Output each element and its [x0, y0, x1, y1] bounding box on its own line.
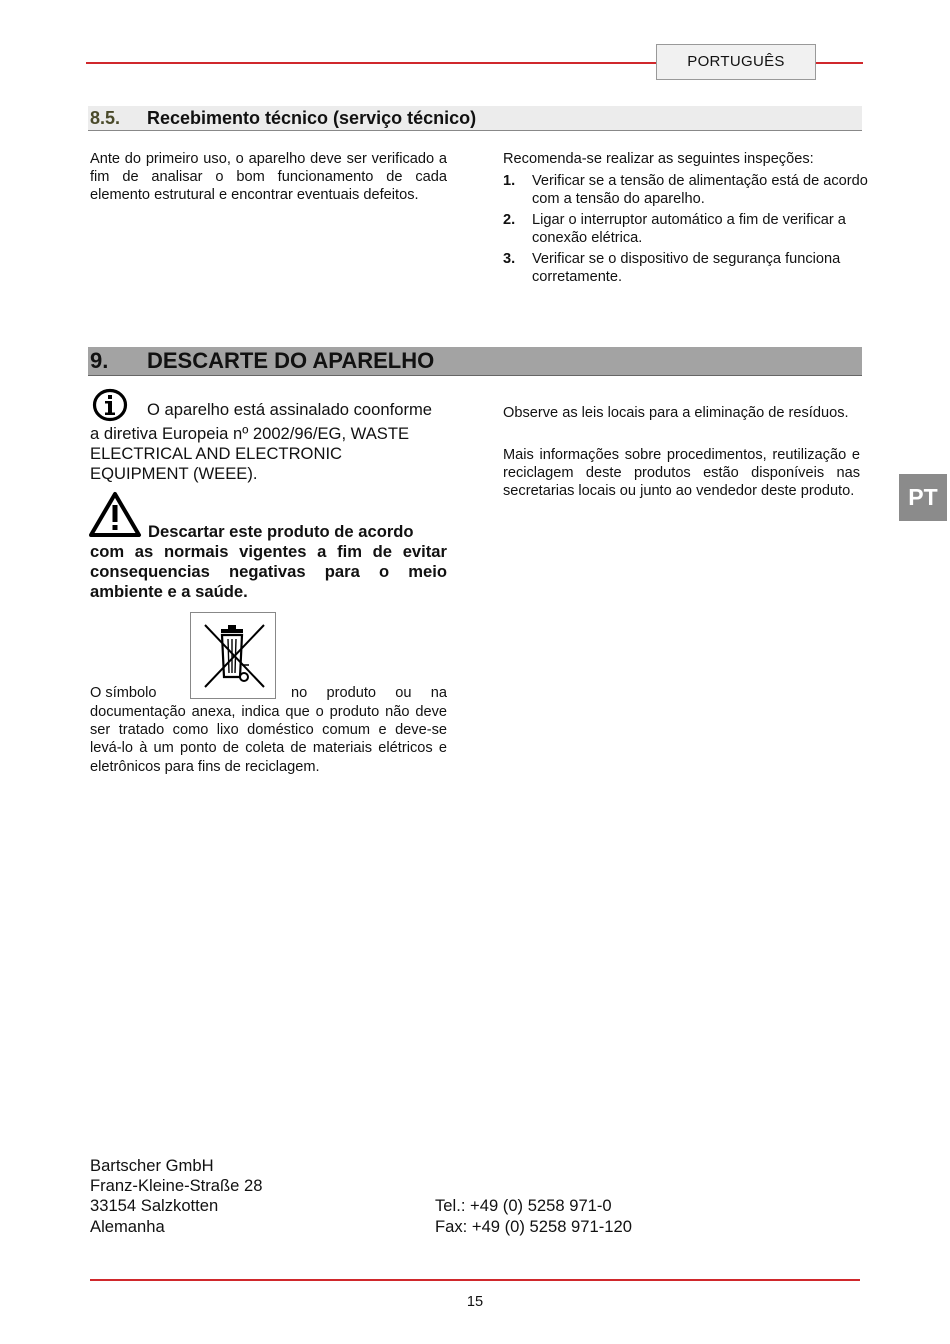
step-number: 1. [503, 173, 516, 189]
language-label: PORTUGUÊS [656, 44, 816, 80]
section-number: 8.5. [90, 108, 121, 128]
section-title: Recebimento técnico (serviço técnico) [147, 108, 477, 128]
step-text: Verificar se o dispositivo de segurança funciona corretamente. [532, 250, 841, 286]
section-heading-9 [88, 347, 862, 376]
step-text: Verificar se a tensão de alimentação está de acordo com a tensão do aparelho. [532, 173, 868, 208]
inspection-steps-list [503, 172, 879, 289]
weee-symbol-frame [190, 612, 276, 699]
section-9-right-paragraph-1: Observe as leis locais para a eliminação de resíduos. [503, 405, 849, 421]
list-item [503, 211, 879, 247]
symbol-text-after: no produto ou na [291, 685, 447, 701]
list-item [503, 250, 879, 286]
info-text: a diretiva Europeia nº 2002/96/EG, WASTE ELECTRICAL AND ELECTRONIC EQUIPMENT (WEEE). [90, 424, 410, 484]
footer-country: Alemanha [90, 1217, 165, 1236]
section-title: DESCARTE DO APARELHO [147, 348, 435, 373]
footer-fax: Fax: +49 (0) 5258 971-120 [435, 1217, 632, 1236]
section-8-5-right-intro: Recomenda-se realizar as seguintes inspeções: [503, 151, 814, 167]
step-text: Ligar o interruptor automático a fim de verificar a conexão elétrica. [532, 211, 846, 247]
footer-tel: Tel.: +49 (0) 5258 971-0 [435, 1196, 612, 1215]
info-icon [92, 388, 128, 422]
language-side-tab: PT [899, 474, 947, 521]
symbol-text-before: O símbolo [90, 685, 157, 701]
footer-rule [90, 1279, 860, 1281]
header-rule-right [815, 62, 863, 64]
footer-city: 33154 Salzkotten [90, 1196, 219, 1215]
warning-icon [88, 490, 142, 538]
footer-company: Bartscher GmbH [90, 1156, 214, 1175]
warning-text: com as normais vigentes a fim de evitar consequencias negativas para o meio ambiente e a saúde. [90, 542, 447, 602]
step-number: 2. [503, 211, 516, 228]
page-number: 15 [466, 1294, 484, 1310]
section-8-5-left-paragraph: Ante do primeiro uso, o aparelho deve ser verificado a fim de analisar o bom funcionamento de cada elemento estrutural e encontrar eventuais defeitos. [90, 151, 447, 204]
section-heading-8-5 [88, 106, 862, 131]
footer-street: Franz-Kleine-Straße 28 [90, 1176, 263, 1195]
section-9-right-paragraph-2: Mais informações sobre procedimentos, reutilização e reciclagem deste produtos estão disponíveis nas secretarias locais ou junto ao vendedor deste produto. [503, 447, 860, 500]
header-rule-left [86, 62, 656, 64]
step-number: 3. [503, 250, 516, 267]
crossed-out-bin-icon [191, 613, 275, 698]
symbol-text: documentação anexa, indica que o produto não deve ser tratado como lixo doméstico comum e deve-se levá-lo à um ponto de coleta de materiais elétricos e eletrônicos para fins de reciclagem. [90, 704, 447, 775]
info-text-first-line: O aparelho está assinalado coonforme [147, 400, 433, 419]
section-number: 9. [90, 348, 109, 373]
list-item [503, 172, 879, 208]
warning-text-first-line: Descartar este produto de acordo [148, 522, 414, 541]
